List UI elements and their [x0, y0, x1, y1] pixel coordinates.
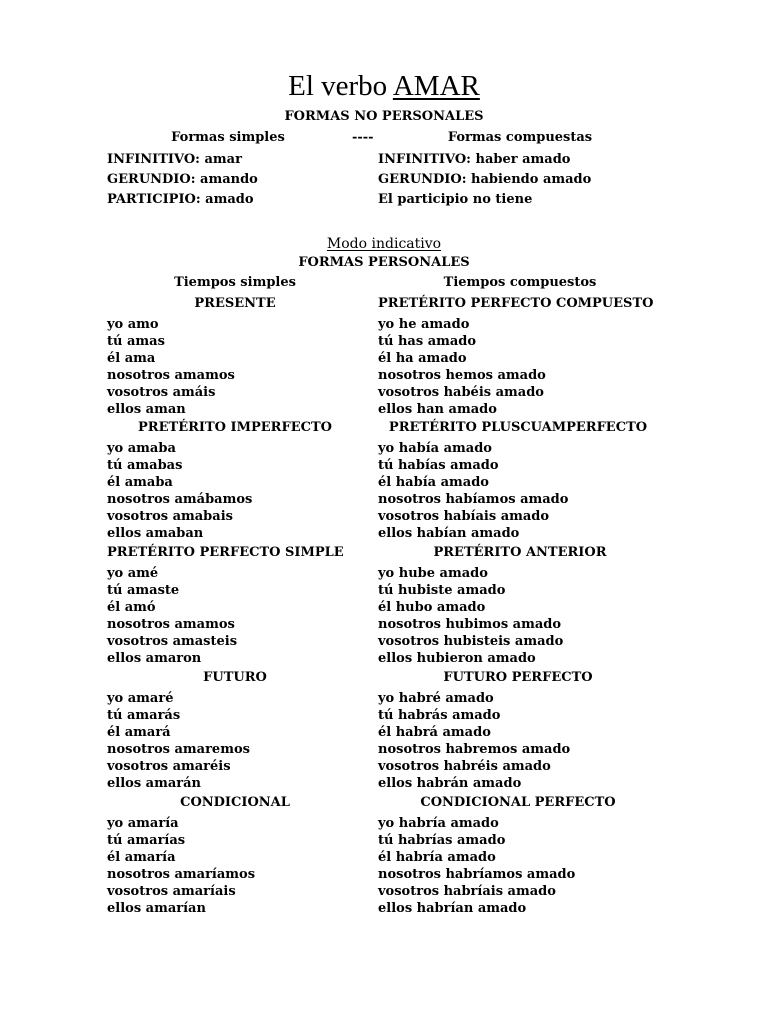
list-item: GERUNDIO: amando: [107, 172, 258, 187]
tiempos-simples-label: Tiempos simples: [174, 275, 296, 290]
list-item: ellos hubieron amado: [378, 651, 536, 666]
list-item: ellos amarán: [107, 776, 201, 791]
list-item: yo habré amado: [378, 691, 494, 706]
list-item: vosotros amabais: [107, 509, 233, 524]
list-item: GERUNDIO: habiendo amado: [378, 172, 592, 187]
list-item: yo hube amado: [378, 566, 488, 581]
list-item: ellos habían amado: [378, 526, 520, 541]
list-item: ellos habrían amado: [378, 901, 527, 916]
tense-compound-list: [378, 815, 575, 917]
list-item: yo amé: [107, 566, 159, 581]
list-item: vosotros habéis amado: [378, 385, 544, 400]
list-item: él amaba: [107, 475, 173, 490]
no-personales-compound-list: [378, 150, 591, 210]
list-item: tú habías amado: [378, 458, 499, 473]
title-prefix: El verbo: [288, 70, 388, 102]
list-item: él amará: [107, 725, 171, 740]
list-item: tú amarás: [107, 708, 181, 723]
list-item: nosotros amábamos: [107, 492, 253, 507]
list-item: yo había amado: [378, 441, 492, 456]
no-personales-heading: FORMAS NO PERSONALES: [284, 109, 484, 124]
tense-name-preterito-anterior: PRETÉRITO ANTERIOR: [433, 545, 607, 560]
list-item: ellos habrán amado: [378, 776, 522, 791]
list-item: nosotros habíamos amado: [378, 492, 569, 507]
list-item: él habría amado: [378, 850, 496, 865]
tense-name-condicional: CONDICIONAL: [180, 795, 290, 810]
tense-compound-list: [378, 690, 570, 792]
tense-simple-list: [107, 565, 237, 667]
tense-name-futuro-perfecto: FUTURO PERFECTO: [443, 670, 593, 685]
list-item: nosotros habremos amado: [378, 742, 571, 757]
list-item: tú amabas: [107, 458, 183, 473]
simple-forms-label: Formas simples: [171, 130, 285, 145]
tiempos-compuestos-label: Tiempos compuestos: [443, 275, 597, 290]
tense-name-futuro: FUTURO: [203, 670, 267, 685]
list-item: nosotros hemos amado: [378, 368, 546, 383]
list-item: vosotros habréis amado: [378, 759, 551, 774]
list-item: tú habrías amado: [378, 833, 506, 848]
modo-indicativo-heading: [0, 233, 768, 252]
list-item: yo amaré: [107, 691, 174, 706]
list-item: ellos han amado: [378, 402, 497, 417]
tense-compound-list: [378, 316, 546, 418]
list-item: nosotros amaremos: [107, 742, 250, 757]
tense-name-preterito-perfecto-compuesto: PRETÉRITO PERFECTO COMPUESTO: [378, 296, 654, 311]
list-item: vosotros hubisteis amado: [378, 634, 564, 649]
list-item: yo habría amado: [378, 816, 499, 831]
tense-simple-list: [107, 690, 250, 792]
list-item: vosotros habíais amado: [378, 509, 550, 524]
list-item: tú amarías: [107, 833, 186, 848]
tense-name-preterito-imperfecto: PRETÉRITO IMPERFECTO: [138, 420, 332, 435]
list-item: ellos amaban: [107, 526, 204, 541]
list-item: él habrá amado: [378, 725, 491, 740]
list-item: yo he amado: [378, 317, 470, 332]
list-item: tú habrás amado: [378, 708, 501, 723]
list-item: él amó: [107, 600, 156, 615]
tense-compound-list: [378, 565, 563, 667]
list-item: yo amo: [107, 317, 159, 332]
list-item: ellos amarían: [107, 901, 206, 916]
list-item: nosotros amaríamos: [107, 867, 256, 882]
list-item: vosotros amáis: [107, 385, 216, 400]
list-item: él ama: [107, 351, 156, 366]
compound-forms-label: Formas compuestas: [447, 130, 593, 145]
tense-compound-list: [378, 440, 568, 542]
list-item: El participio no tiene: [378, 192, 533, 207]
title-verb: AMAR: [392, 70, 480, 102]
list-item: PARTICIPIO: amado: [107, 192, 254, 207]
page-title: [0, 70, 768, 103]
list-item: nosotros habríamos amado: [378, 867, 576, 882]
list-item: él había amado: [378, 475, 489, 490]
list-item: ellos amaron: [107, 651, 202, 666]
no-personales-simple-list: [107, 150, 258, 210]
list-item: yo amaba: [107, 441, 176, 456]
list-item: yo amaría: [107, 816, 179, 831]
list-item: tú amas: [107, 334, 165, 349]
list-item: vosotros habríais amado: [378, 884, 556, 899]
tense-simple-list: [107, 440, 252, 542]
tense-name-presente: PRESENTE: [194, 296, 276, 311]
list-item: él hubo amado: [378, 600, 486, 615]
tense-name-condicional-perfecto: CONDICIONAL PERFECTO: [420, 795, 616, 810]
forms-separator: ----: [352, 130, 374, 145]
tense-name-preterito-pluscuamperfecto: PRETÉRITO PLUSCUAMPERFECTO: [388, 420, 648, 435]
list-item: tú has amado: [378, 334, 477, 349]
list-item: él ha amado: [378, 351, 467, 366]
list-item: vosotros amaréis: [107, 759, 231, 774]
list-item: tú hubiste amado: [378, 583, 506, 598]
list-item: ellos aman: [107, 402, 186, 417]
list-item: tú amaste: [107, 583, 180, 598]
tense-simple-list: [107, 316, 235, 418]
list-item: INFINITIVO: amar: [107, 152, 242, 167]
tense-name-preterito-perfecto-simple: PRETÉRITO PERFECTO SIMPLE: [107, 545, 344, 560]
list-item: vosotros amasteis: [107, 634, 238, 649]
list-item: nosotros amamos: [107, 617, 235, 632]
list-item: nosotros amamos: [107, 368, 235, 383]
list-item: INFINITIVO: haber amado: [378, 152, 571, 167]
list-item: vosotros amaríais: [107, 884, 236, 899]
list-item: él amaría: [107, 850, 176, 865]
tense-simple-list: [107, 815, 255, 917]
formas-personales-heading: FORMAS PERSONALES: [298, 255, 470, 270]
modo-indicativo-text: Modo indicativo: [326, 236, 442, 252]
list-item: nosotros hubimos amado: [378, 617, 562, 632]
